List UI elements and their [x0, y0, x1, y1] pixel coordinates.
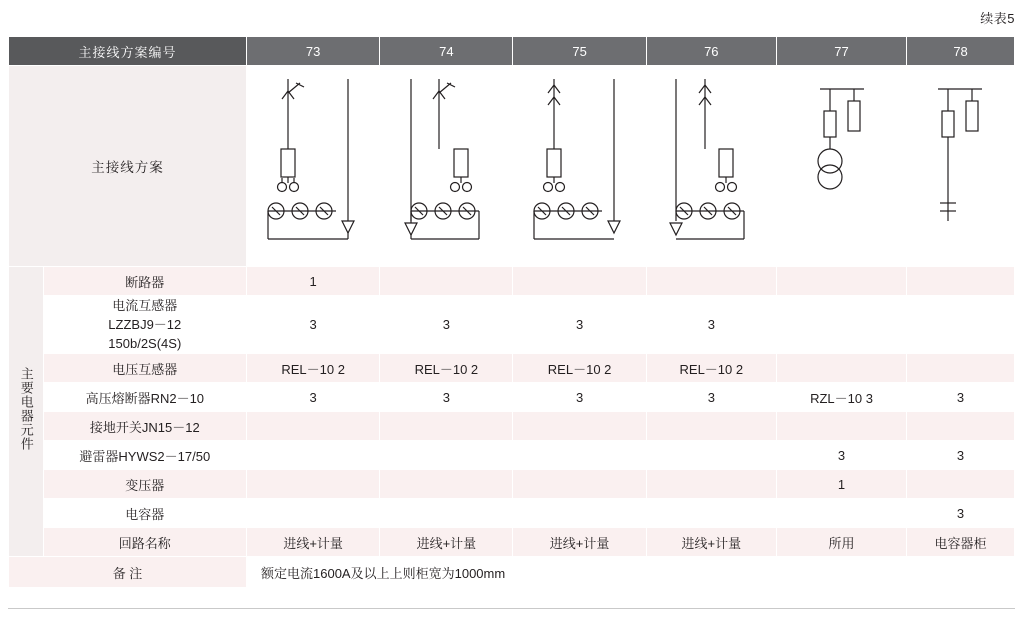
scheme-diagram-74	[380, 66, 513, 267]
note-text: 额定电流1600A及以上上则柜宽为1000mm	[247, 557, 1015, 588]
side-label-text: 主要电器元件	[18, 367, 34, 451]
table-row	[9, 296, 1015, 354]
scheme-diagram-75	[513, 66, 646, 267]
scheme-diagram-73	[247, 66, 380, 267]
cell-0-0: 1	[247, 267, 380, 296]
cell-3-0: 3	[247, 383, 380, 412]
row-label-5: 避雷器HYWS2－17/50	[43, 441, 246, 470]
cell-2-2: REL－10 2	[513, 354, 646, 383]
cell-7-0	[247, 499, 380, 528]
cell-8-3: 进线+计量	[646, 528, 776, 557]
cell-5-2	[513, 441, 646, 470]
cell-8-5: 电容器柜	[907, 528, 1015, 557]
cell-2-5	[907, 354, 1015, 383]
header-col-75: 75	[513, 37, 646, 66]
cell-7-4	[776, 499, 906, 528]
header-col-77: 77	[776, 37, 906, 66]
side-label-main-components	[9, 267, 44, 557]
cell-4-3	[646, 412, 776, 441]
note-row	[9, 557, 1015, 588]
cell-5-4: 3	[776, 441, 906, 470]
header-col-76: 76	[646, 37, 776, 66]
row-label-1-line3: 150b/2S(4S)	[108, 336, 182, 351]
cell-6-4: 1	[776, 470, 906, 499]
table-row	[9, 441, 1015, 470]
table-row	[9, 383, 1015, 412]
cell-5-3	[646, 441, 776, 470]
cell-7-5: 3	[907, 499, 1015, 528]
cell-3-3: 3	[646, 383, 776, 412]
header-scheme-number-label: 主接线方案编号	[9, 37, 247, 66]
cell-6-0	[247, 470, 380, 499]
cell-0-3	[646, 267, 776, 296]
row-label-4: 接地开关JN15－12	[43, 412, 246, 441]
cell-0-2	[513, 267, 646, 296]
cell-7-2	[513, 499, 646, 528]
header-col-73: 73	[247, 37, 380, 66]
cell-1-1: 3	[380, 296, 513, 354]
note-label: 备 注	[9, 557, 247, 588]
scheme-diagram-76	[646, 66, 776, 267]
table-row	[9, 528, 1015, 557]
table-row	[9, 354, 1015, 383]
table-row	[9, 499, 1015, 528]
cell-2-1: REL－10 2	[380, 354, 513, 383]
cell-8-2: 进线+计量	[513, 528, 646, 557]
scheme-row-label: 主接线方案	[9, 66, 247, 267]
row-label-2: 电压互感器	[43, 354, 246, 383]
table-row	[9, 412, 1015, 441]
cell-2-4	[776, 354, 906, 383]
cell-3-5: 3	[907, 383, 1015, 412]
cell-4-5	[907, 412, 1015, 441]
table-header-row	[9, 37, 1015, 66]
cell-5-1	[380, 441, 513, 470]
scheme-diagram-77	[776, 66, 906, 267]
cell-0-5	[907, 267, 1015, 296]
cell-5-5: 3	[907, 441, 1015, 470]
cell-4-4	[776, 412, 906, 441]
cell-6-5	[907, 470, 1015, 499]
table-row	[9, 470, 1015, 499]
cell-4-2	[513, 412, 646, 441]
header-col-78: 78	[907, 37, 1015, 66]
cell-3-4: RZL－10 3	[776, 383, 906, 412]
scheme-diagram-78	[907, 66, 1015, 267]
cell-2-0: REL－10 2	[247, 354, 380, 383]
cell-6-3	[646, 470, 776, 499]
cell-8-4: 所用	[776, 528, 906, 557]
table-row	[9, 267, 1015, 296]
cell-6-2	[513, 470, 646, 499]
scheme-diagram-row	[9, 66, 1015, 267]
cell-3-2: 3	[513, 383, 646, 412]
cell-4-0	[247, 412, 380, 441]
cell-8-1: 进线+计量	[380, 528, 513, 557]
cell-7-3	[646, 499, 776, 528]
cell-6-1	[380, 470, 513, 499]
cell-5-0	[247, 441, 380, 470]
cell-1-2: 3	[513, 296, 646, 354]
cell-1-4	[776, 296, 906, 354]
cell-4-1	[380, 412, 513, 441]
cell-1-0: 3	[247, 296, 380, 354]
header-col-74: 74	[380, 37, 513, 66]
cell-0-1	[380, 267, 513, 296]
row-label-0: 断路器	[43, 267, 246, 296]
cell-3-1: 3	[380, 383, 513, 412]
row-label-7: 电容器	[43, 499, 246, 528]
cell-2-3: REL－10 2	[646, 354, 776, 383]
bottom-rule	[8, 608, 1015, 609]
cell-7-1	[380, 499, 513, 528]
row-label-1-line2: LZZBJ9－12	[108, 317, 182, 332]
row-label-6: 变压器	[43, 470, 246, 499]
cell-0-4	[776, 267, 906, 296]
cell-8-0: 进线+计量	[247, 528, 380, 557]
row-label-1-line1: 电流互感器	[112, 298, 178, 313]
cell-1-5	[907, 296, 1015, 354]
row-label-8: 回路名称	[43, 528, 246, 557]
row-label-3: 高压熔断器RN2－10	[43, 383, 246, 412]
row-label-1	[43, 296, 246, 354]
cell-1-3: 3	[646, 296, 776, 354]
continuation-label: 续表5	[980, 11, 1015, 26]
main-table	[8, 36, 1015, 588]
